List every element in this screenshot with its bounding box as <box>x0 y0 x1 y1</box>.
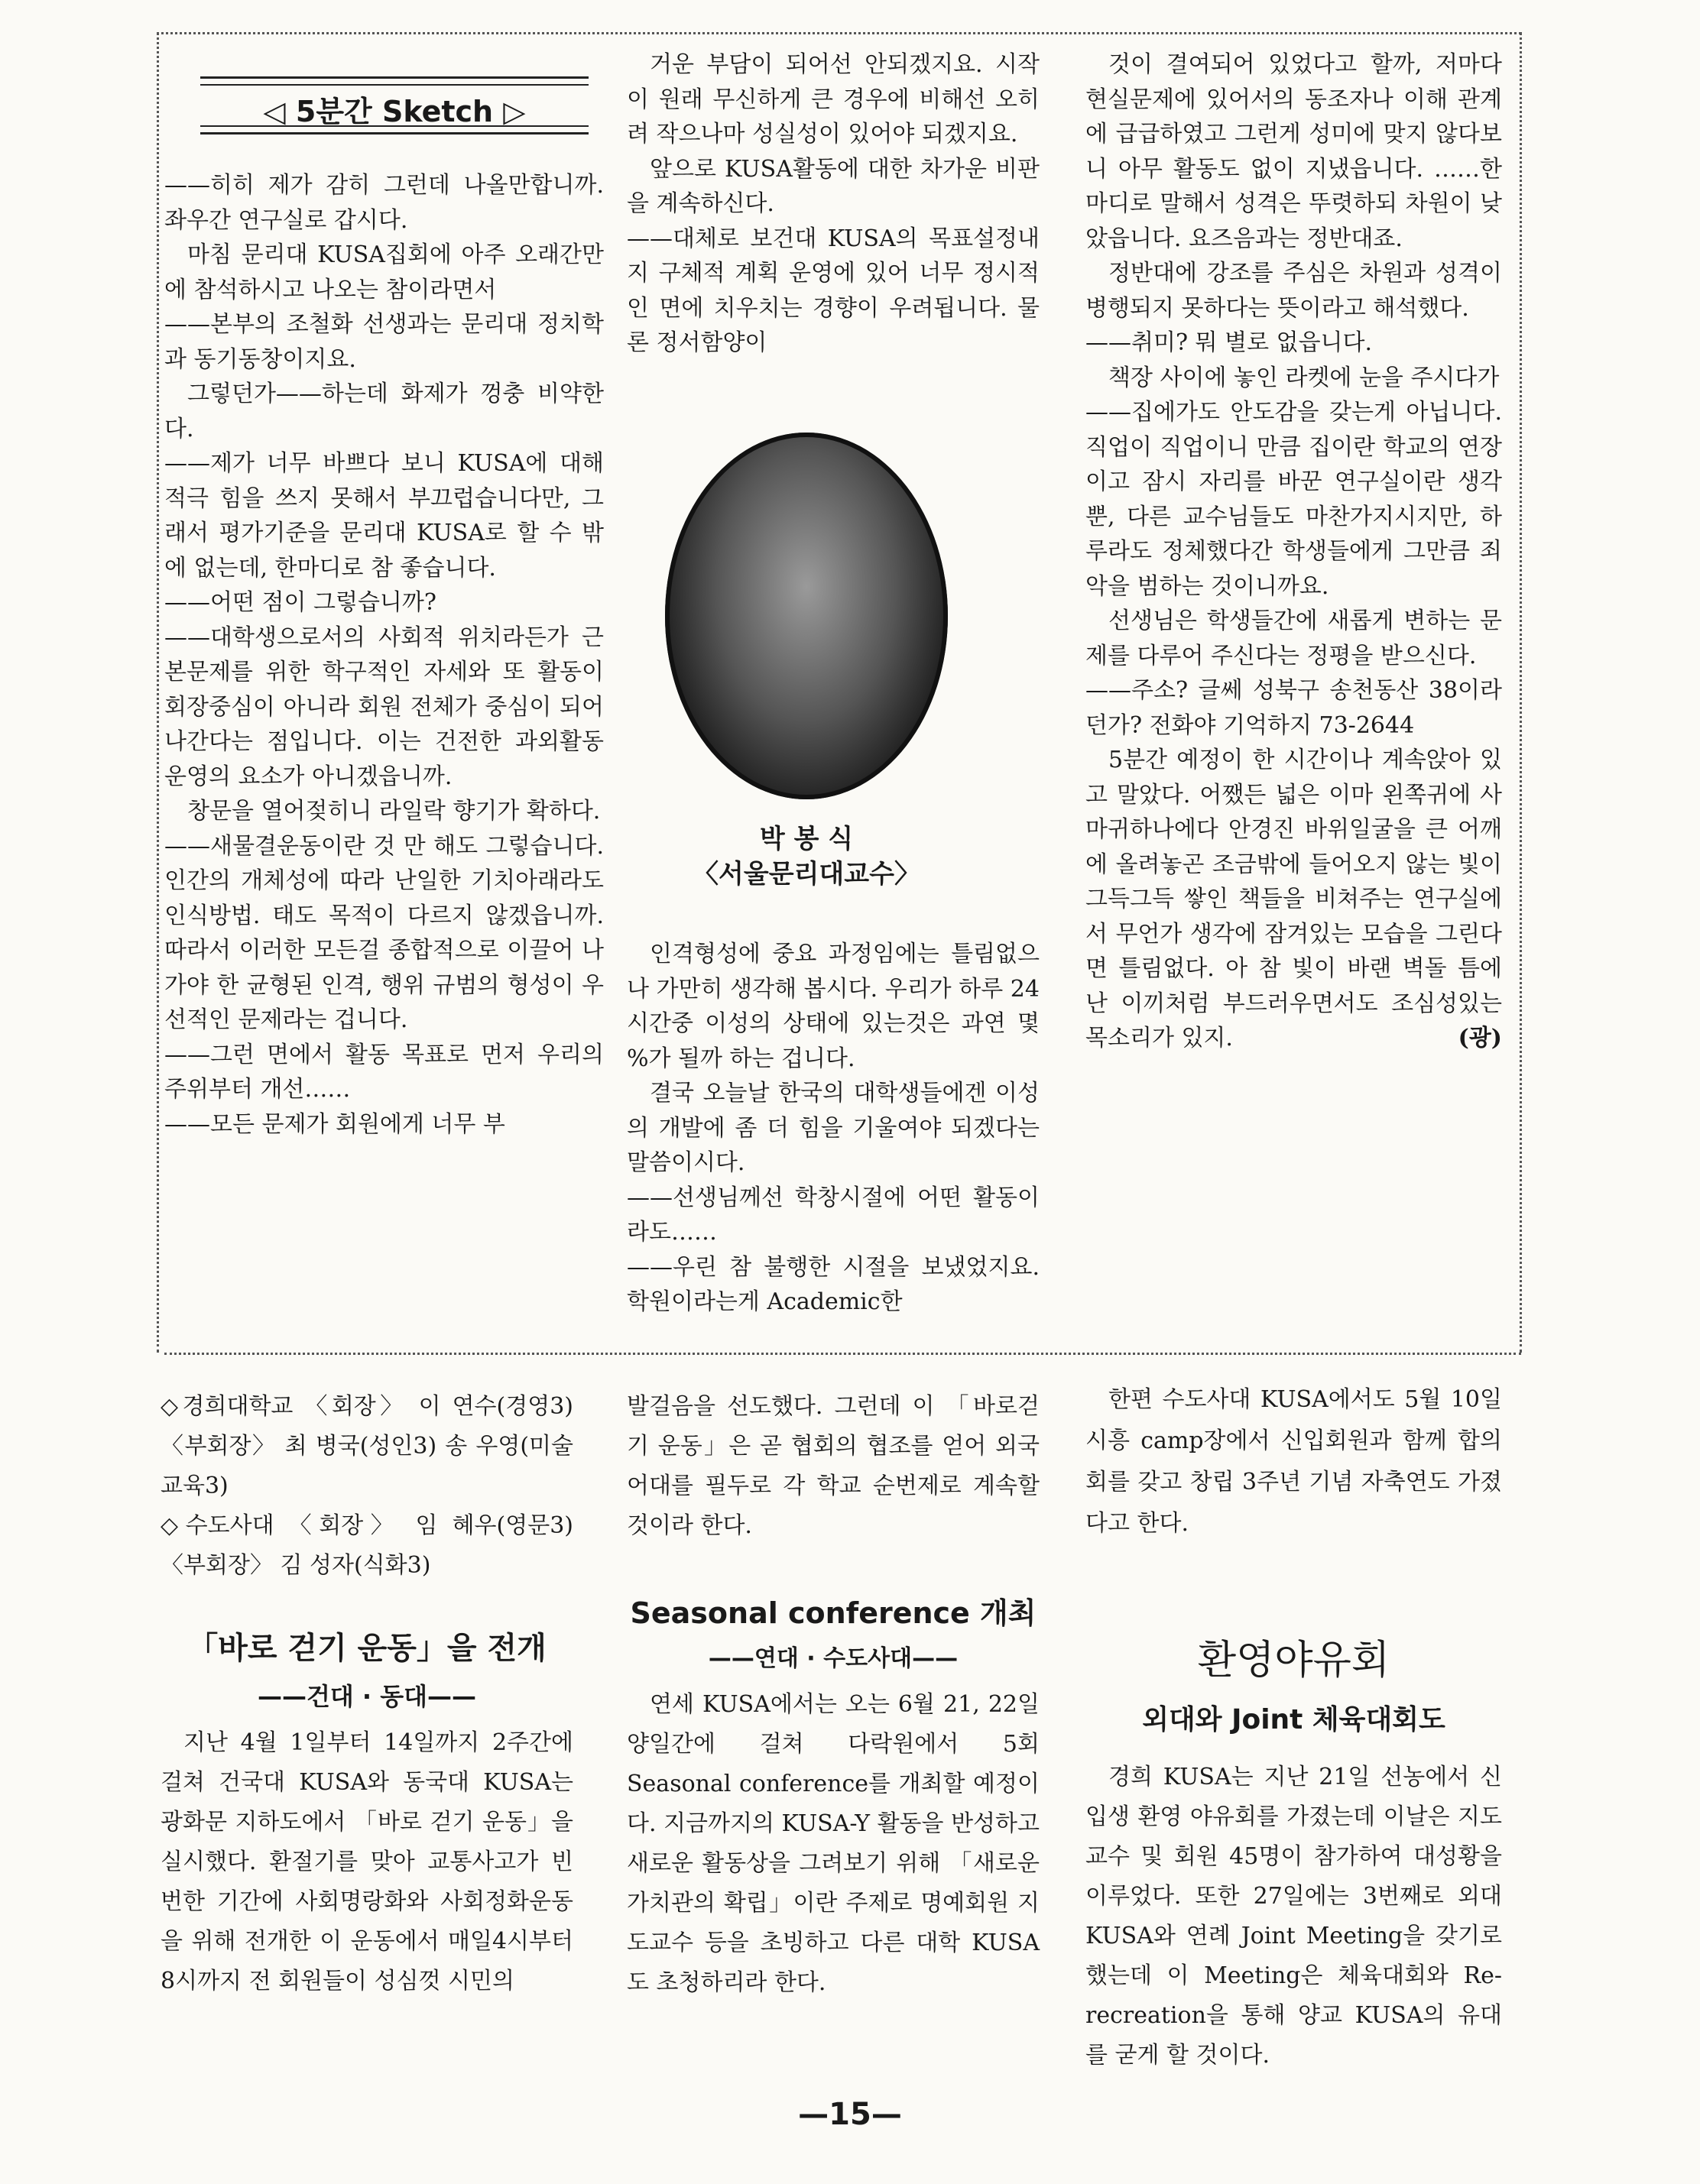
article-3-subtitle: 외대와 Joint 체육대회도 <box>1142 1704 1445 1735</box>
paragraph: ——대학생으로서의 사회적 위치라든가 근본문제를 위한 학구적인 자세와 또 활동이 회장중심이 아니라 회원 전체가 중심이 되어 나간다는 점입니다. 이는 건전한 과외활동 운영의 요소가 아니겠읍니까. <box>164 624 604 790</box>
article-2-continued: 한편 수도사대 KUSA에서도 5월 10일 시흥 camp장에서 신입회원과 함께 합의회를 갖고 창립 3주년 기념 자축연도 가졌다고 한다. <box>1085 1386 1502 1537</box>
paragraph: ——우린 참 불행한 시절을 보냈었지요. 학원이라는게 Academic한 <box>627 1253 1040 1315</box>
photo-title: 〈서울문리대교수〉 <box>693 859 920 889</box>
right-border <box>1520 32 1522 1353</box>
paragraph: 인격형성에 중요 과정임에는 틀림없으나 가만히 생각해 봅시다. 우리가 하루 24시간중 이성의 상태에 있는것은 과연 몇 %가 될까 하는 겁니다. <box>627 941 1040 1072</box>
sketch-column-3 <box>1085 47 1502 1056</box>
paragraph: ——어떤 점이 그렇습니까? <box>164 589 436 616</box>
paragraph: 것이 결여되어 있었다고 할까, 저마다 현실문제에 있어서의 동조자나 이해 관계에 급급하였고 그런게 성미에 맞지 않다보니 아무 활동도 없이 지냈읍니다. ……한마디로 말해서 성격은 뚜렷하되 차원이 낮았읍니다. 요즈음과는 정반대죠. <box>1085 51 1502 252</box>
article-2-title: Seasonal conference 개최 <box>630 1596 1037 1630</box>
article-3-title: 환영야유회 <box>1197 1638 1390 1683</box>
lower-column-2-top <box>627 1387 1040 1546</box>
paragraph: ——본부의 조철화 선생과는 문리대 정치학과 동기동창이지요. <box>164 311 604 373</box>
article-2-text: 연세 KUSA에서는 오는 6월 21, 22일 양일간에 걸쳐 다락원에서 5회 Seasonal conference를 개최할 예정이다. 지금까지의 KUSA-Y 활동을 반성하고 새로운 활동상을 그려보기 위해 「새로운 가치관의 확립」이란 주제로 명예회원 지도교수 등을 초빙하고 다른 대학 KUSA도 초청하리라 한다. <box>627 1691 1040 1996</box>
top-border <box>157 32 1521 34</box>
paragraph: ◇수도사대 〈회장〉 임 혜우(영문3) 〈부회장〉 김 성자(식화3) <box>161 1512 573 1579</box>
sketch-column-1 <box>164 168 604 1142</box>
paragraph: 앞으로 KUSA활동에 대한 차가운 비판을 계속하신다. <box>627 155 1040 217</box>
paragraph: ——집에가도 안도감을 갖는게 아닙니다. 직업이 직업이니 만큼 집이란 학교의 연장이고 잠시 자리를 바꾼 연구실이란 생각 뿐, 다른 교수님들도 마찬가지시지만, 하루라도 정체했다간 학생들에게 그만큼 죄악을 범하는 것이니까요. <box>1085 399 1502 600</box>
article-3-body <box>1085 1758 1502 2075</box>
sketch-title-box <box>200 76 589 134</box>
paragraph: ——그런 면에서 활동 목표로 먼저 우리의 주위부터 개선…… <box>164 1041 604 1103</box>
paragraph: 책장 사이에 놓인 라켓에 눈을 주시다가 <box>1108 364 1500 391</box>
sketch-title: ◁ 5분간 Sketch ▷ <box>263 95 526 128</box>
paragraph: ——선생님께선 학창시절에 어떤 활동이라도…… <box>627 1184 1040 1246</box>
mid-border <box>164 1353 1521 1355</box>
paragraph: ——모든 문제가 회원에게 너무 부 <box>164 1110 505 1138</box>
article-1-continued: 발걸음을 선도했다. 그런데 이 「바로걷기 운동」은 곧 협회의 협조를 얻어 외국어대를 필두로 각 학교 순번제로 계속할 것이라 한다. <box>627 1393 1040 1539</box>
paragraph: ◇경희대학교 〈회장〉 이 연수(경영3) 〈부회장〉 최 병국(성인3) 송 우영(미술교육3) <box>161 1393 573 1499</box>
article-1-subtitle: ——건대 · 동대—— <box>257 1682 477 1711</box>
paragraph: 창문을 열어젖히니 라일락 향기가 확하다. <box>187 798 601 825</box>
paragraph: ——취미? 뭐 별로 없읍니다. <box>1085 329 1373 356</box>
article-2-body <box>627 1685 1040 2003</box>
sketch-column-2-bottom <box>627 937 1040 1320</box>
lower-column-1-top <box>161 1387 573 1586</box>
sketch-column-2-top <box>627 47 1040 361</box>
article-1-title: 「바로 걷기 운동」을 전개 <box>187 1631 547 1666</box>
photo-name: 박 봉 식 <box>759 824 854 854</box>
paragraph: 마침 문리대 KUSA집회에 아주 오래간만에 참석하시고 나오는 참이라면서 <box>164 241 604 303</box>
article-1-body <box>161 1723 573 2001</box>
paragraph: ——제가 너무 바쁘다 보니 KUSA에 대해 적극 힘을 쓰지 못해서 부끄럽습니다만, 그래서 평가기준을 문리대 KUSA로 할 수 밖에 없는데, 한마디로 참 좋습니다. <box>164 450 604 582</box>
paragraph: ——새물결운동이란 것 만 해도 그렇습니다. 인간의 개체성에 따라 난일한 기치아래라도 인식방법. 태도 목적이 다르지 않겠읍니까. 따라서 이러한 모든걸 종합적으로 이끌어 나가야 한 균형된 인격, 행위 규범의 형성이 우선적인 문제라는 겁니다. <box>164 832 604 1033</box>
paragraph: ——대체로 보건대 KUSA의 목표설정내지 구체적 계획 운영에 있어 너무 정시적인 면에 치우치는 경향이 우려됩니다. 물론 정서함양이 <box>627 225 1040 356</box>
paragraph: ——주소? 글쎄 성북구 송천동산 38이라던가? 전화야 기억하지 73-2644 <box>1085 677 1502 739</box>
paragraph: 5분간 예정이 한 시간이나 계속앉아 있고 말았다. 어쨌든 넓은 이마 왼쪽귀에 사마귀하나에다 안경진 바위일굴을 큰 어깨에 올려놓곤 조금밖에 들어오지 않는 빛이 그득그득 쌓인 책들을 비쳐주는 연구실에서 무언가 생각에 잠겨있는 모습을 그린다면 틀림없다. 아 참 빛이 바랜 벽돌 틈에 난 이끼처럼 부드러우면서도 조심성있는 목소리가 있지. (광) <box>1085 743 1502 1056</box>
paragraph: 결국 오늘날 한국의 대학생들에겐 이성의 개발에 좀 더 힘을 기울여야 되겠다는 말씀이시다. <box>627 1080 1040 1176</box>
page-number: —15— <box>798 2097 902 2132</box>
paragraph: ——히히 제가 감히 그런데 나올만합니까. 좌우간 연구실로 갑시다. <box>164 172 604 234</box>
paragraph: 거운 부담이 되어선 안되겠지요. 시작이 원래 무신하게 큰 경우에 비해선 오히려 작으나마 성실성이 있어야 되겠지요. <box>627 51 1040 147</box>
article-1-text: 지난 4월 1일부터 14일까지 2주간에 걸쳐 건국대 KUSA와 동국대 KUSA는 광화문 지하도에서 「바로 걷기 운동」을 실시했다. 환절기를 맞아 교통사고가 빈번한 기간에 사회명랑화와 사회정화운동을 위해 전개한 이 운동에서 매일4시부터 8시까지 전 회원들이 성심껏 시민의 <box>161 1729 573 1994</box>
article-3-text: 경희 KUSA는 지난 21일 선농에서 신입생 환영 야유회를 가졌는데 이날은 지도 교수 및 회원 45명이 참가하여 대성황을 이루었다. 또한 27일에는 3번째로 외대 KUSA와 연례 Joint Meeting을 갖기로 했는데 이 Meeting은 체육대회와 Re-recreation을 통해 양교 KUSA의 유대를 굳게 할 것이다. <box>1085 1764 1502 2069</box>
left-border <box>157 32 159 1353</box>
lower-column-3-top <box>1085 1379 1502 1544</box>
paragraph: 선생님은 학생들간에 새롭게 변하는 문제를 다루어 주신다는 정평을 받으신다. <box>1085 608 1502 669</box>
paragraph: 그렇던가——하는데 화제가 껑충 비약한다. <box>164 381 604 442</box>
portrait-photo <box>665 433 948 799</box>
signature: (광) <box>1458 1025 1502 1051</box>
paragraph: 정반대에 강조를 주심은 차원과 성격이 병행되지 못하다는 뜻이라고 해석했다. <box>1085 260 1502 322</box>
article-2-subtitle: ——연대 · 수도사대—— <box>708 1645 959 1672</box>
